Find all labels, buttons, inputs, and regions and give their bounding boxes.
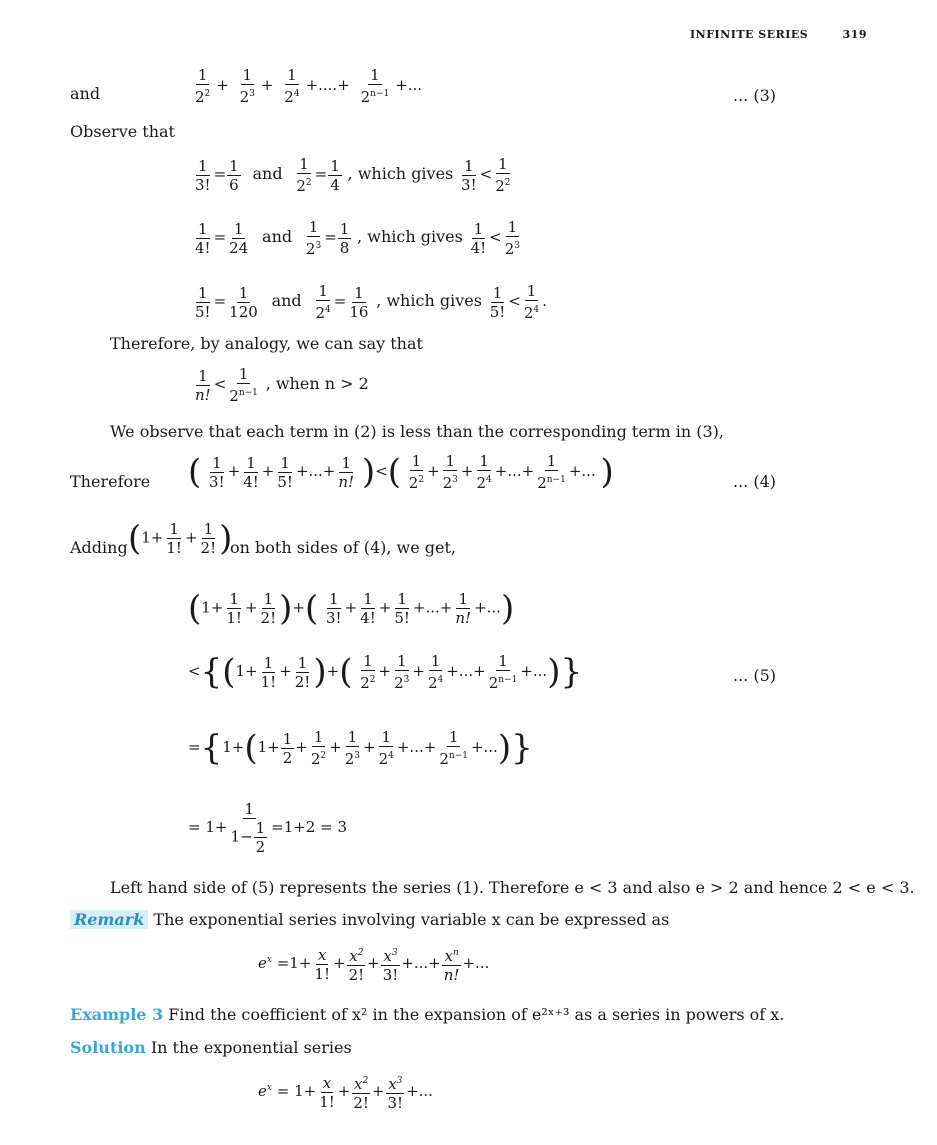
which-gives: , which gives [357,227,463,246]
remark-line [70,910,669,930]
equation-4: ( $\frac{1}{3!}$ + $\frac{1}{4!}$ + $\frac{1}{5!}$ +...+ $\frac{1}{n!}$ )<( $\frac{1}{2^2}$ + $\frac{1}{2^3}$ + $\frac{1}{2^4}$ +...+ $\frac{1}{2^{n-1}}$ +... ) [188,452,614,492]
exp-series-2: $e^x = 1+$ $\frac{x}{1!}$ + $\frac{x^2}{2!}$ + $\frac{x^3}{3!}$ +... [258,1073,433,1112]
equation-5-line-1: (1+ $\frac{1}{1!}$ + $\frac{1}{2!}$ )+( $\frac{1}{3!}$ + $\frac{1}{4!}$ + $\frac{1}{5!}$ +...+ $\frac{1}{n!}$ +...) [188,588,515,629]
exp-series-1: $e^x =1+$ $\frac{x}{1!}$ + $\frac{x^2}{2!}$ + $\frac{x^3}{3!}$ +...+ $\frac{x^n}{n!}$ +... [258,945,490,984]
and-label: and [70,84,101,103]
remark-text: The exponential series involving variable x can be expressed as [153,910,670,929]
page-number: 319 [842,28,868,41]
example-3-line [70,1005,784,1025]
example-3-tag: Example 3 [70,1005,164,1024]
equation-5-line-2: <{(1+ $\frac{1}{1!}$ + $\frac{1}{2!}$ )+( $\frac{1}{2^2}$ + $\frac{1}{2^3}$ + $\frac{1}{2^4}$ +...+ $\frac{1}{2^{n-1}}$ +...)} [188,652,583,692]
remark-tag: Remark [70,910,148,929]
therefore-label: Therefore [70,472,151,491]
observe-each-text: We observe that each term in (2) is less than the corresponding term in (3), [110,422,724,441]
and-word: and [271,291,302,310]
which-gives: , which gives [376,291,482,310]
analogy-inequality: $\frac{1}{n!}$ < $\frac{1}{2^{n-1}}$ , when n > 2 [195,365,369,405]
comparison-row-2: $\frac{1}{4!}$ = $\frac{1}{24}$ and $\frac{1}{2^3}$ = $\frac{1}{8}$ , which gives $\frac{1}{4!}$ < $\frac{1}{2^3}$ [195,218,521,258]
lhs-conclusion: Left hand side of (5) represents the series (1). Therefore e < 3 and also e > 2 and hence 2 < e < 3. [110,878,915,897]
analogy-text: Therefore, by analogy, we can say that [110,334,423,353]
equation-3: $\frac{1}{2^2}$ + $\frac{1}{2^3}$ + $\frac{1}{2^4}$ +....+ $\frac{1}{2^{n-1}}$ +... [195,66,423,106]
and-word: and [262,227,293,246]
final-equation: = 1+ 1 1− $\frac{1}{2}$ =1+2 = 3 [188,800,347,856]
section-title: INFINITE SERIES [690,28,809,41]
running-header [690,28,867,41]
adding-label: Adding [70,538,128,557]
comparison-row-3: $\frac{1}{5!}$ = $\frac{1}{120}$ and $\frac{1}{2^4}$ = $\frac{1}{16}$ , which gives $\frac{1}{5!}$ < $\frac{1}{2^4}$ . [195,282,547,322]
equation-4-number: ... (4) [733,472,777,491]
equation-5-line-3: ={1+(1+ $\frac{1}{2}$ + $\frac{1}{2^2}$ + $\frac{1}{2^3}$ + $\frac{1}{2^4}$ +...+ $\frac{1}{2^{n-1}}$ +...)} [188,728,533,768]
observe-text: Observe that [70,122,175,141]
example-3-text: Find the coefficient of x² in the expansion of e²ˣ⁺³ as a series in powers of x. [168,1005,785,1024]
solution-text: In the exponential series [150,1038,352,1057]
adding-expression: (1+ $\frac{1}{1!}$ + $\frac{1}{2!}$ ) [128,518,233,559]
and-word: and [252,164,283,183]
comparison-row-1: $\frac{1}{3!}$ = $\frac{1}{6}$ and $\frac{1}{2^2}$ = $\frac{1}{4}$ , which gives $\frac{1}{3!}$ < $\frac{1}{2^2}$ [195,155,511,195]
solution-tag: Solution [70,1038,146,1057]
equation-5-number: ... (5) [733,666,777,685]
when-n-text: , when n > 2 [265,374,369,393]
which-gives: , which gives [347,164,454,183]
equation-3-number: ... (3) [733,86,777,105]
solution-line [70,1038,352,1058]
adding-rest: on both sides of (4), we get, [230,538,457,557]
